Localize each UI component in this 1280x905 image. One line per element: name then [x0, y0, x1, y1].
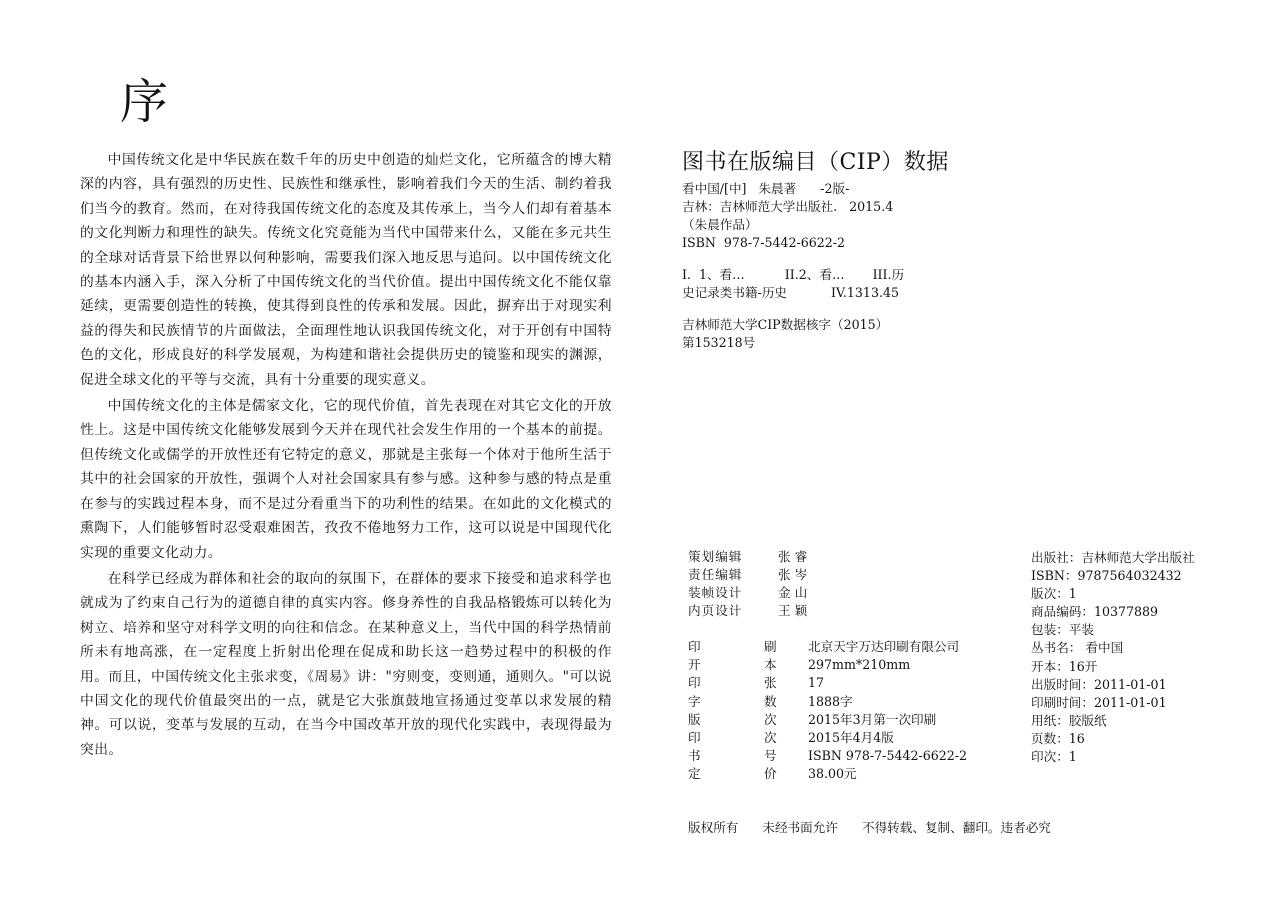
spec-key: 张	[764, 675, 777, 691]
cip-line: I. 1、看… II.2、看… III.历	[682, 267, 905, 282]
spec-key: 开	[688, 657, 701, 673]
editor-row	[688, 584, 807, 602]
cip-line: ISBN 978-7-5442-6622-2	[682, 235, 846, 250]
info-row: 印次：1	[1031, 749, 1077, 765]
editor-row	[688, 566, 807, 584]
spec-key: 印	[688, 675, 701, 691]
cip-line: （朱晨作品）	[682, 217, 758, 232]
info-row: 开本：16开	[1031, 658, 1098, 674]
info-row: 商品编码：10377889	[1031, 604, 1159, 620]
info-row: 包装：平装	[1031, 622, 1094, 638]
book-specs	[688, 638, 967, 784]
editor-row	[688, 548, 807, 566]
cip-block	[682, 146, 1242, 352]
spec-key: 号	[764, 748, 777, 764]
spec-value: 38.00元	[808, 766, 857, 782]
spec-key: 印	[688, 730, 701, 746]
spacer	[682, 302, 1242, 316]
spec-value: 1888字	[808, 693, 853, 709]
spec-key: 次	[764, 711, 777, 727]
preface-body	[80, 148, 612, 762]
spec-row	[688, 638, 967, 656]
cip-title: 图书在版编目（CIP）数据	[682, 150, 949, 175]
spec-row	[688, 747, 967, 765]
copyright-part: 版权所有	[688, 820, 739, 835]
editor-role: 策划编辑	[688, 549, 743, 564]
info-row: 出版社：吉林师范大学出版社	[1031, 550, 1195, 565]
spec-value: 2015年4月4版	[808, 730, 894, 746]
cip-line: 看中国/[中] 朱晨著 -2版-	[682, 181, 850, 196]
cip-line: 第153218号	[682, 335, 756, 350]
editor-name: 金 山	[778, 585, 808, 600]
info-row: 页数：16	[1031, 730, 1085, 746]
spec-row	[688, 729, 967, 747]
spec-key: 定	[688, 766, 701, 782]
spec-row	[688, 765, 967, 783]
info-row: 出版时间：2011-01-01	[1031, 676, 1167, 692]
editor-role: 内页设计	[688, 603, 743, 618]
info-row: 丛书名： 看中国	[1031, 640, 1124, 656]
editor-row	[688, 602, 807, 620]
preface-paragraph: 中国传统文化的主体是儒家文化，它的现代价值，首先表现在对其它文化的开放性上。这是中国传统文化能够发展到今天并在现代社会发生作用的一个基本的前提。但传统文化或儒学的开放性还有它特定的意义，那就是主张每一个体对于他所生活于其中的社会国家的开放性，强调个人对社会国家具有参与感。这种参与感的特点是重在参与的实践过程本身，而不是过分看重当下的功利性的结果。在如此的文化模式的熏陶下，人们能够暂时忍受艰难困苦，孜孜不倦地努力工作，这可以说是中国现代化实现的重要文化动力。	[80, 398, 612, 561]
editor-credits	[688, 548, 807, 620]
info-row: ISBN：9787564032432	[1031, 568, 1182, 584]
info-row: 印刷时间：2011-01-01	[1031, 694, 1167, 710]
spec-row	[688, 656, 967, 674]
cip-line: 吉林：吉林师范大学出版社. 2015.4	[682, 199, 894, 214]
spec-row	[688, 711, 967, 729]
preface-title: 序	[120, 74, 169, 130]
spec-value: 北京天宇万达印刷有限公司	[808, 639, 960, 654]
spec-key: 版	[688, 711, 701, 727]
copyright-notice	[688, 818, 1071, 838]
preface-paragraph: 中国传统文化是中华民族在数千年的历史中创造的灿烂文化，它所蕴含的博大精深的内容，具有强烈的历史性、民族性和继承性，影响着我们今天的生活、制约着我们当今的教育。然而，在对待我国传统文化的态度及其传承上，当今人们却有着基本的文化判断力和理性的缺失。传统文化究竟能为当代中国带来什么，又能在多元共生的全球对话背景下给世界以何种影响，需要我们深入地反思与追问。以中国传统文化的基本内涵入手，深入分析了中国传统文化的当代价值。提出中国传统文化不能仅靠延续，更需要创造性的转换，使其得到良性的传承和发展。因此，摒弃出于对现实利益的得失和民族情节的片面做法，全面理性地认识我国传统文化，对于开创有中国特色的文化，形成良好的科学发展观，为构建和谐社会提供历史的镜鉴和现实的渊源，促进全球文化的平等与交流，具有十分重要的现实意义。	[80, 152, 612, 388]
copyright-part: 不得转载、复制、翻印。违者必究	[861, 820, 1051, 835]
spec-key: 数	[764, 693, 777, 709]
copyright-part: 未经书面允许	[762, 820, 838, 835]
editor-name: 王 颖	[778, 603, 808, 618]
editor-role: 责任编辑	[688, 567, 743, 582]
editor-name: 张 岑	[778, 567, 808, 582]
preface-paragraph: 在科学已经成为群体和社会的取向的氛围下，在群体的要求下接受和追求科学也就成为了约束自己行为的道德自律的真实内容。修身养性的自我品格锻炼可以转化为树立、培养和坚守对科学文明的向往和信念。在某种意义上，当代中国的科学热情前所未有地高涨，在一定程度上折射出伦理在促成和助长这一趋势过程中的积极的作用。而且，中国传统文化主张求变，《周易》讲："穷则变，变则通，通则久。"可以说中国文化的现代价值最突出的一点，就是它大张旗鼓地宣扬通过变革以求发展的精神。可以说，变革与发展的互动，在当今中国改革开放的现代化实践中，表现得最为突出。	[80, 570, 612, 758]
cip-line: 吉林师范大学CIP数据核字（2015）	[682, 317, 889, 332]
spec-row	[688, 693, 967, 711]
editor-role: 装帧设计	[688, 585, 743, 600]
spec-key: 字	[688, 693, 701, 709]
spec-value: ISBN 978-7-5442-6622-2	[808, 748, 968, 764]
spec-key: 刷	[764, 639, 777, 654]
spacer	[682, 252, 1242, 266]
spec-key: 次	[764, 730, 777, 746]
spec-value: 17	[808, 675, 825, 691]
spec-row	[688, 674, 967, 692]
editor-name: 张 睿	[778, 549, 808, 564]
spec-value: 2015年3月第一次印刷	[808, 711, 937, 727]
product-info	[1031, 549, 1195, 766]
cip-line: 史记录类书籍-历史 IV.1313.45	[682, 285, 899, 300]
spec-key: 书	[688, 748, 701, 764]
spec-key: 价	[764, 766, 777, 782]
spec-value: 297mm*210mm	[808, 657, 911, 673]
spec-key: 印	[688, 639, 701, 654]
info-row: 用纸：胶版纸	[1031, 712, 1107, 728]
info-row: 版次：1	[1031, 586, 1077, 602]
spec-key: 本	[764, 657, 777, 673]
